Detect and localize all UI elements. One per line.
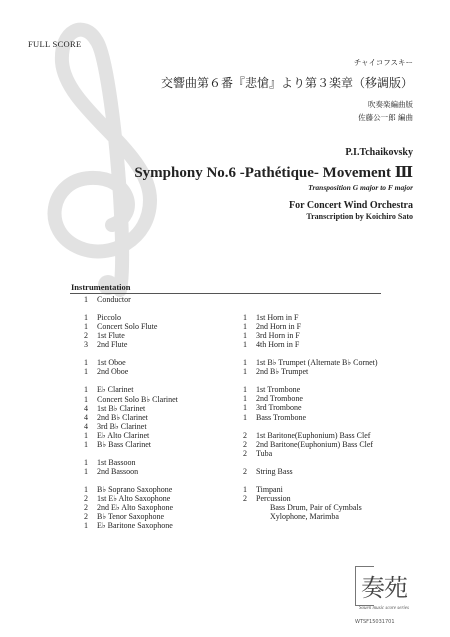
instrument-row [84, 331, 234, 340]
transcription-credit: Transcription by Koichiro Sato [306, 212, 413, 221]
instrument-row [84, 440, 234, 449]
instrument-name: 1st E♭ Alto Saxophone [97, 494, 171, 504]
instrument-row [84, 376, 234, 385]
instrument-name: 1st Horn in F [256, 313, 299, 322]
instrument-row [84, 503, 234, 512]
instrument-row [243, 503, 403, 512]
instrument-name: E♭ Clarinet [97, 385, 134, 395]
instrument-row [243, 331, 403, 340]
instrument-name: 2nd Flute [97, 340, 128, 350]
instrument-name: 1st Baritone(Euphonium) Bass Clef [256, 430, 371, 440]
instrument-row [84, 304, 234, 313]
instrument-count: 1 [84, 521, 88, 531]
instrument-count: 3 [84, 340, 88, 350]
instrument-count: 1 [243, 403, 247, 413]
instrument-row [243, 512, 403, 521]
instrument-row [243, 485, 403, 494]
instrument-count: 2 [243, 493, 247, 503]
instrument-row [84, 385, 234, 394]
instrument-row [243, 358, 403, 367]
instrument-name: 3rd Trombone [256, 403, 302, 413]
instrument-name: Tuba [256, 448, 273, 458]
instrument-count: 2 [243, 430, 247, 440]
instrument-row [243, 449, 403, 458]
jp-arranger: 佐藤公一郎 編曲 [358, 113, 413, 122]
divider [70, 293, 381, 294]
instrument-count: 1 [84, 466, 88, 476]
instrument-count: 1 [84, 484, 88, 494]
instrument-row [243, 467, 403, 476]
instrument-row [84, 476, 234, 485]
instrumentation-heading: Instrumentation [71, 282, 131, 292]
instrument-name: Piccolo [97, 313, 121, 323]
instrument-row [84, 395, 234, 404]
instrument-name: 2nd Horn in F [256, 322, 302, 332]
instrument-row [243, 394, 403, 403]
instrument-row [84, 349, 234, 358]
instrument-row [84, 322, 234, 331]
instrument-name: 1st Flute [97, 331, 125, 341]
instrument-count: 1 [84, 313, 88, 323]
instrument-count: 2 [84, 512, 88, 522]
instrument-row [84, 404, 234, 413]
instrument-name: 2nd Bassoon [97, 466, 139, 476]
instrument-row [243, 403, 403, 412]
instrument-name: 1st Trombone [256, 385, 301, 395]
instrument-count: 1 [243, 394, 247, 404]
instrument-row [84, 422, 234, 431]
logo-text: 奏苑 [361, 574, 407, 602]
instrument-list-left [84, 295, 234, 530]
instrument-name: Concert Solo Flute [97, 322, 158, 332]
instrument-row [243, 431, 403, 440]
instrument-row [243, 376, 403, 385]
instrument-row [243, 413, 403, 422]
instrument-row [84, 367, 234, 376]
jp-composer: チャイコフスキー [353, 58, 413, 67]
instrument-row [84, 521, 234, 530]
instrument-name: 2nd E♭ Alto Saxophone [97, 503, 173, 513]
instrument-count: 2 [243, 448, 247, 458]
instrument-count: 2 [84, 503, 88, 513]
instrument-count: 1 [84, 322, 88, 332]
instrument-count: 1 [243, 313, 247, 322]
instrument-row [243, 385, 403, 394]
instrument-row [243, 322, 403, 331]
instrument-name: B♭ Soprano Saxophone [97, 484, 173, 494]
instrument-name: 1st B♭ Clarinet [97, 403, 146, 413]
instrument-count: 1 [243, 331, 247, 341]
instrument-count: 1 [84, 367, 88, 377]
instrument-name: 2nd Baritone(Euphonium) Bass Clef [256, 439, 374, 449]
instrument-name: Timpani [256, 484, 283, 494]
instrument-row [84, 485, 234, 494]
instrument-row [84, 458, 234, 467]
instrument-row [84, 358, 234, 367]
publisher-logo [355, 566, 419, 624]
instrument-name: B♭ Bass Clarinet [97, 439, 151, 449]
instrument-count: 2 [243, 466, 247, 476]
instrument-count: 4 [84, 421, 88, 431]
instrument-row [84, 512, 234, 521]
composer-name: P.I.Tchaikovsky [345, 147, 413, 158]
instrument-count: 2 [84, 494, 88, 504]
instrument-name: B♭ Tenor Saxophone [97, 512, 165, 522]
instrument-count: 2 [84, 331, 88, 341]
instrument-list-right [243, 313, 403, 521]
instrument-count: 4 [84, 412, 88, 422]
instrument-name: E♭ Alto Clarinet [97, 430, 150, 440]
instrument-row [243, 440, 403, 449]
instrument-name: 1st Oboe [97, 358, 126, 368]
instrument-row [243, 422, 403, 431]
instrument-row [243, 476, 403, 485]
instrument-count: 1 [243, 385, 247, 395]
instrument-row [243, 313, 403, 322]
instrument-name: Xylophone, Marimba [270, 512, 339, 522]
jp-title: 交響曲第６番『悲愴』より第３楽章（移調版） [160, 76, 413, 90]
instrument-name: Bass Trombone [256, 412, 307, 422]
page-title: Symphony No.6 -Pathétique- Movement Ⅲ [134, 165, 413, 181]
instrument-row [243, 458, 403, 467]
instrument-row [243, 367, 403, 376]
instrument-name: 2nd B♭ Clarinet [97, 412, 148, 422]
full-score-label: FULL SCORE [28, 39, 82, 49]
subtitle: Transposition G major to F major [308, 183, 413, 192]
instrument-row [243, 349, 403, 358]
instrument-count: 1 [243, 322, 247, 332]
instrument-name: 4th Horn in F [256, 340, 300, 350]
instrument-count: 1 [84, 430, 88, 440]
instrument-count: 1 [84, 457, 88, 467]
catalog-code: WTSF15031701 [355, 619, 395, 625]
instrument-name: 3rd B♭ Clarinet [97, 421, 147, 431]
instrument-row [84, 449, 234, 458]
instrument-row [84, 340, 234, 349]
instrument-name: Conductor [97, 295, 131, 304]
instrument-count: 1 [84, 439, 88, 449]
instrument-name: 2nd Oboe [97, 367, 129, 377]
instrument-row [84, 313, 234, 322]
instrument-row [84, 467, 234, 476]
instrument-row [84, 295, 234, 304]
instrument-count: 1 [84, 385, 88, 395]
instrument-row [84, 413, 234, 422]
instrument-count: 1 [243, 367, 247, 377]
instrument-count: 1 [243, 412, 247, 422]
instrument-row [243, 494, 403, 503]
instrument-name: 3rd Horn in F [256, 331, 300, 341]
instrument-name: Percussion [256, 493, 291, 503]
instrument-count: 1 [84, 394, 88, 404]
instrument-name: 2nd B♭ Trumpet [256, 367, 309, 377]
ensemble-label: For Concert Wind Orchestra [289, 200, 413, 211]
instrument-count: 1 [84, 358, 88, 368]
instrument-name: 1st Bassoon [97, 457, 136, 467]
instrument-count: 4 [84, 403, 88, 413]
logo-subtitle: Souen music score series [359, 606, 409, 611]
instrument-name: 2nd Trombone [256, 394, 303, 404]
instrument-row [84, 494, 234, 503]
instrument-name: 1st B♭ Trumpet (Alternate B♭ Cornet) [256, 358, 378, 368]
instrument-name: Concert Solo B♭ Clarinet [97, 394, 178, 404]
instrument-name: Bass Drum, Pair of Cymbals [270, 502, 362, 512]
instrument-row [84, 431, 234, 440]
instrument-count: 1 [84, 295, 88, 304]
instrument-count: 1 [243, 484, 247, 494]
instrument-count: 1 [243, 340, 247, 350]
instrument-count: 1 [243, 358, 247, 368]
instrument-row [243, 340, 403, 349]
instrument-name: E♭ Baritone Saxophone [97, 521, 173, 531]
instrument-name: String Bass [256, 466, 293, 476]
instrument-count: 2 [243, 439, 247, 449]
jp-arrangement: 吹奏楽編曲版 [368, 100, 413, 109]
